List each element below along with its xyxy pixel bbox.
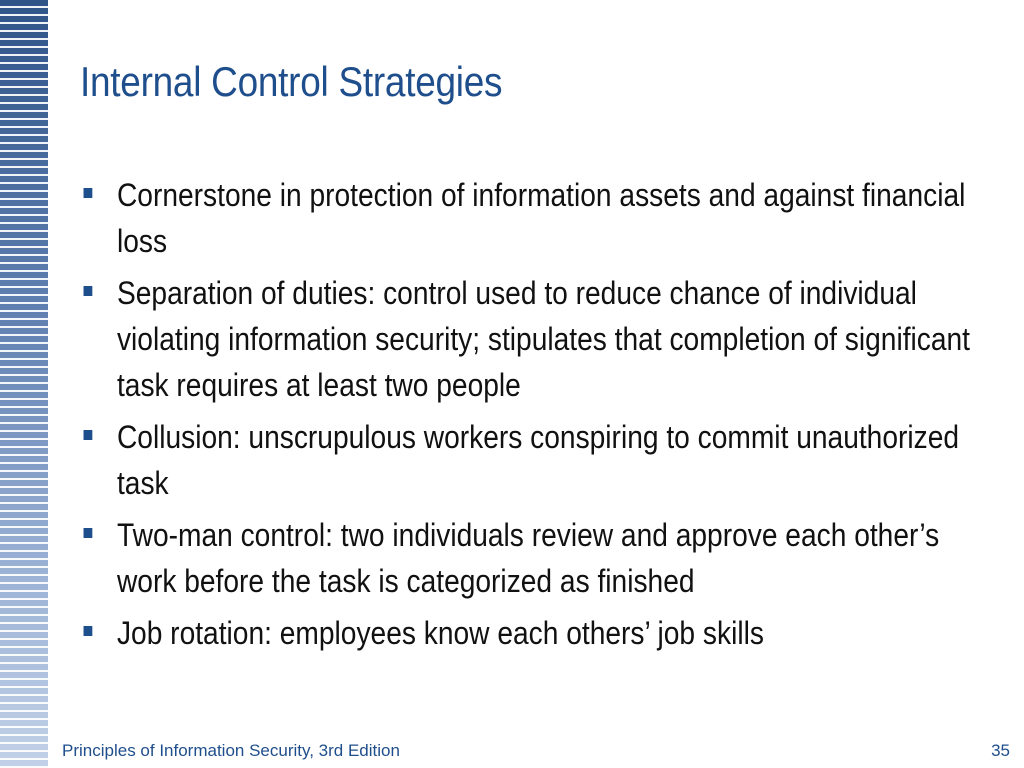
bullet-text: Collusion: unscrupulous workers conspiring to commit unauthorized task: [116, 419, 960, 501]
bullet-list: [80, 172, 978, 662]
bullet-item: [80, 172, 978, 264]
square-bullet-icon: [84, 430, 93, 440]
bullet-text: Two-man control: two individuals review and approve each other’s work before the task is categorized as finished: [116, 517, 940, 599]
bullet-text: Separation of duties: control used to reduce chance of individual violating information security; stipulates that completion of significant task requires at least two people: [116, 275, 971, 403]
square-bullet-icon: [84, 528, 93, 538]
decorative-left-stripe: [0, 0, 48, 768]
square-bullet-icon: [84, 286, 93, 296]
footer-book-title: Principles of Information Security, 3rd Edition: [62, 741, 400, 760]
slide-title: Internal Control Strategies: [80, 58, 503, 105]
bullet-item: [80, 610, 978, 656]
bullet-item: [80, 270, 978, 408]
bullet-text: Cornerstone in protection of information assets and against financial loss: [116, 177, 966, 259]
page-number: 35: [991, 741, 1010, 760]
bullet-item: [80, 414, 978, 506]
square-bullet-icon: [84, 188, 93, 198]
square-bullet-icon: [84, 626, 93, 636]
bullet-item: [80, 512, 978, 604]
bullet-text: Job rotation: employees know each others’ job skills: [116, 615, 764, 651]
